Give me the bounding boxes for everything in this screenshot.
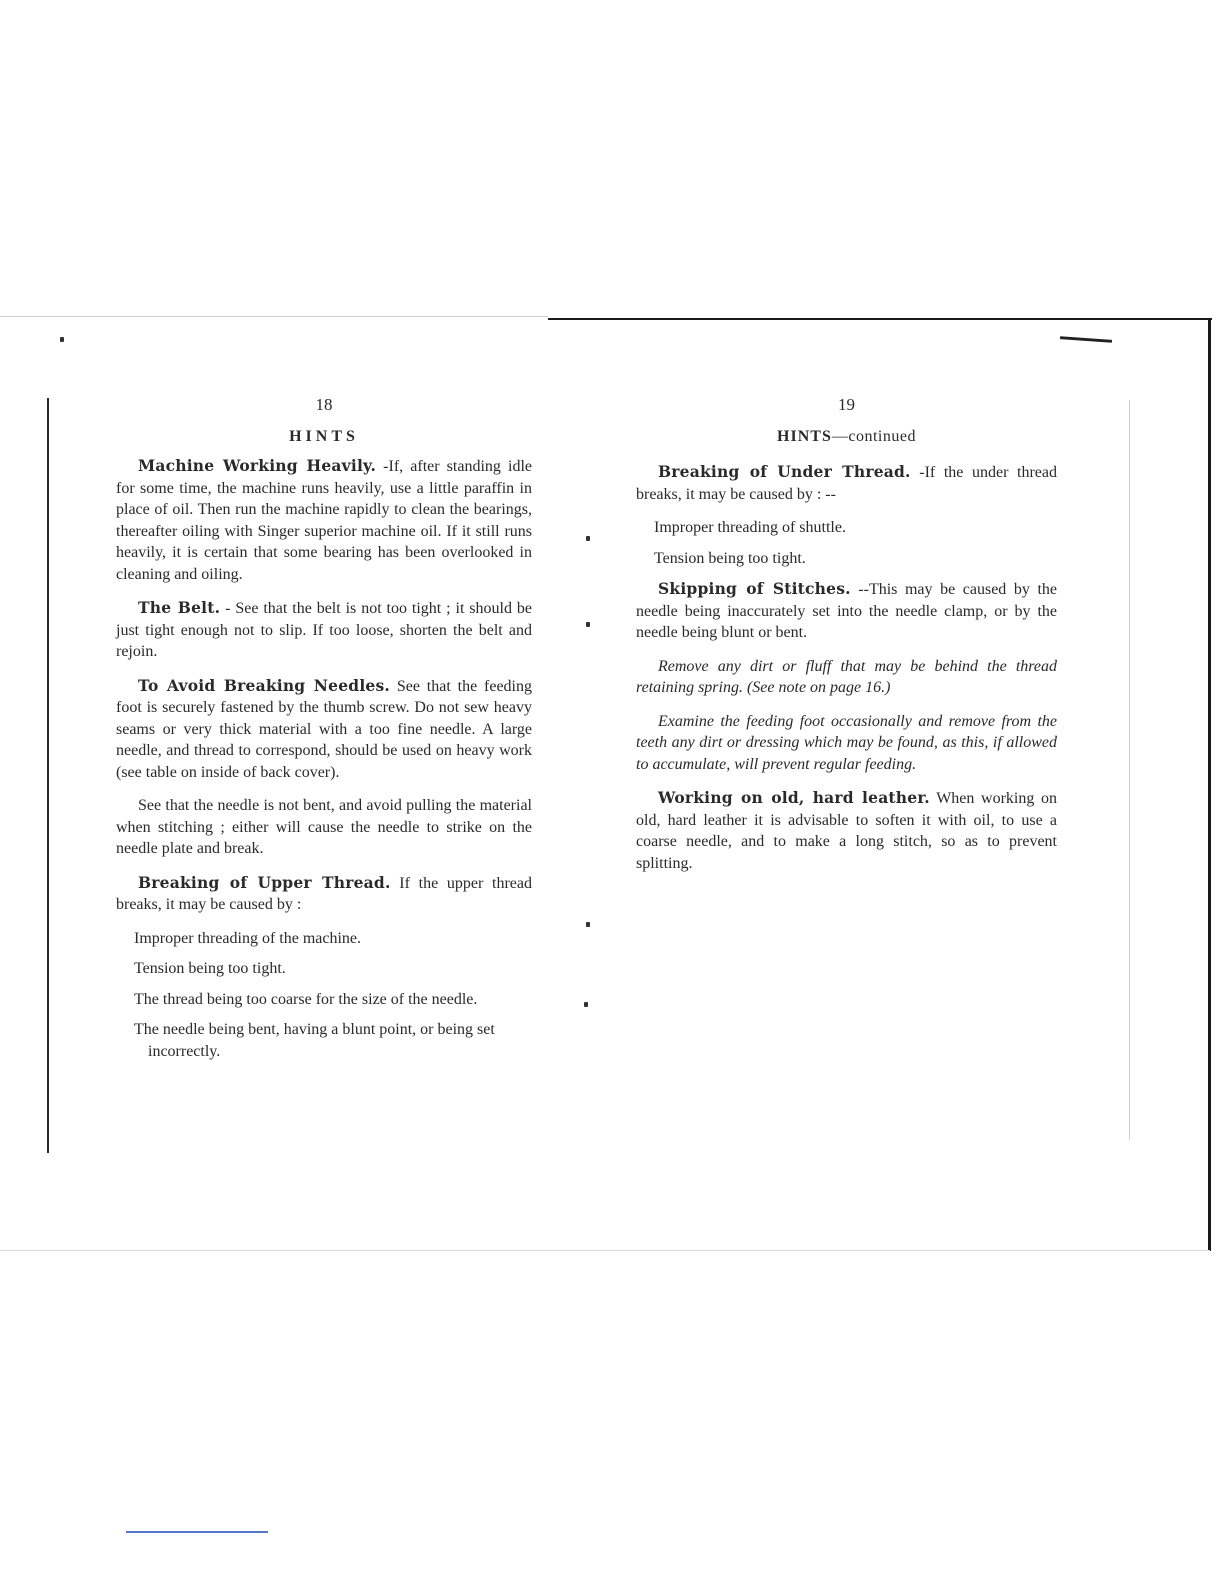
italic-note-feeding-foot: Examine the feeding foot occasionally and remove from the teeth any dirt or dressing which may be found, as this, if allowed to accumulate, will prevent regular feeding. [636, 712, 1057, 773]
bottom-edge-line [0, 1250, 1210, 1251]
paragraph-text: See that the feeding foot is securely fastened by the thumb screw. Do not sew heavy seams or very thick material with a too fine needle. A large needle, and thread to correspond, should be used on heavy work (see table on inside of back cover). [116, 677, 532, 781]
scan-dot [586, 622, 590, 627]
paragraph-avoid-breaking-needles [116, 675, 532, 784]
italic-note-fluff: Remove any dirt or fluff that may be behind the thread retaining spring. (See note on page 16.) [636, 657, 1057, 696]
list-item: Improper threading of the machine. [134, 929, 362, 947]
scan-dot [584, 1002, 588, 1007]
paragraph-title: Skipping of Stitches. [658, 579, 851, 598]
heading-suffix: —continued [831, 427, 916, 445]
paragraph-title: The Belt. [138, 598, 221, 617]
paragraph-title: Working on old, hard leather. [658, 788, 930, 807]
paragraph-hard-leather [636, 787, 1057, 874]
list-item: Improper threading of shuttle. [654, 519, 846, 536]
paragraph-text: If the upper thread breaks, it may be caused by : [116, 874, 533, 913]
list-item: The thread being too coarse for the size of the needle. [134, 990, 478, 1008]
page-heading [636, 426, 1057, 448]
paragraph-text: When working on old, hard leather it is advisable to soften it with oil, to use a coarse needle, and to make a long stitch, so as to prevent splitting. [636, 790, 1057, 872]
paragraph-title: Breaking of Under Thread. [658, 462, 911, 481]
paragraph-text: See that the needle is not bent, and avoid pulling the material when stitching ; either will cause the needle to strike on the needle plate and break. [116, 797, 532, 857]
paragraph-under-thread [636, 461, 1057, 505]
blue-underline-mark [126, 1531, 268, 1533]
paragraph-skipping-stitches [636, 578, 1057, 644]
page-number: 19 [838, 395, 855, 414]
paragraph-needle-bent [116, 795, 532, 860]
paragraph-text: --This may be caused by the needle being inaccurately set into the needle clamp, or by the needle being blunt or bent. [636, 581, 1057, 641]
list-item: Tension being too tight. [654, 549, 806, 567]
paragraph-title: Machine Working Heavily. [138, 456, 377, 475]
page-heading: HINTS [289, 427, 359, 445]
scan-dot [586, 922, 590, 927]
inner-margin-line [1129, 400, 1130, 1140]
paragraph-title: To Avoid Breaking Needles. [138, 675, 390, 695]
right-page [636, 394, 1057, 886]
left-page-edge [47, 398, 49, 1153]
top-edge-line-left [0, 316, 548, 317]
paragraph-belt [116, 597, 532, 663]
corner-dash-mark [1060, 336, 1112, 343]
paragraph-machine-heavily [116, 455, 532, 585]
list-item: Tension being too tight. [134, 960, 286, 977]
heading-main: HINTS [777, 427, 832, 445]
scan-dot [60, 337, 64, 342]
left-page [116, 394, 532, 1071]
paragraph-title: Breaking of Upper Thread. [138, 872, 391, 892]
scan-dot [586, 536, 590, 541]
paragraph-text: - See that the belt is not too tight ; it should be just tight enough not to slip. If too loose, shorten the belt and rejoin. [116, 600, 532, 660]
paragraph-text: -If the under thread breaks, it may be caused by : -- [636, 464, 1058, 503]
paragraph-text: -If, after standing idle for some time, the machine runs heavily, use a little paraffin in place of oil. Then run the machine rapidly to clean the bearings, thereafter oiling with Singer superior machine oil. If it still runs heavily, it is certain that some bearing has been overlooked in cleaning and oiling. [116, 458, 533, 583]
paragraph-upper-thread [116, 872, 532, 916]
page-number: 18 [315, 395, 333, 414]
right-page-edge [1208, 318, 1211, 1251]
top-edge-line-right [548, 318, 1212, 320]
list-item: The needle being bent, having a blunt point, or being set incorrectly. [134, 1021, 495, 1060]
